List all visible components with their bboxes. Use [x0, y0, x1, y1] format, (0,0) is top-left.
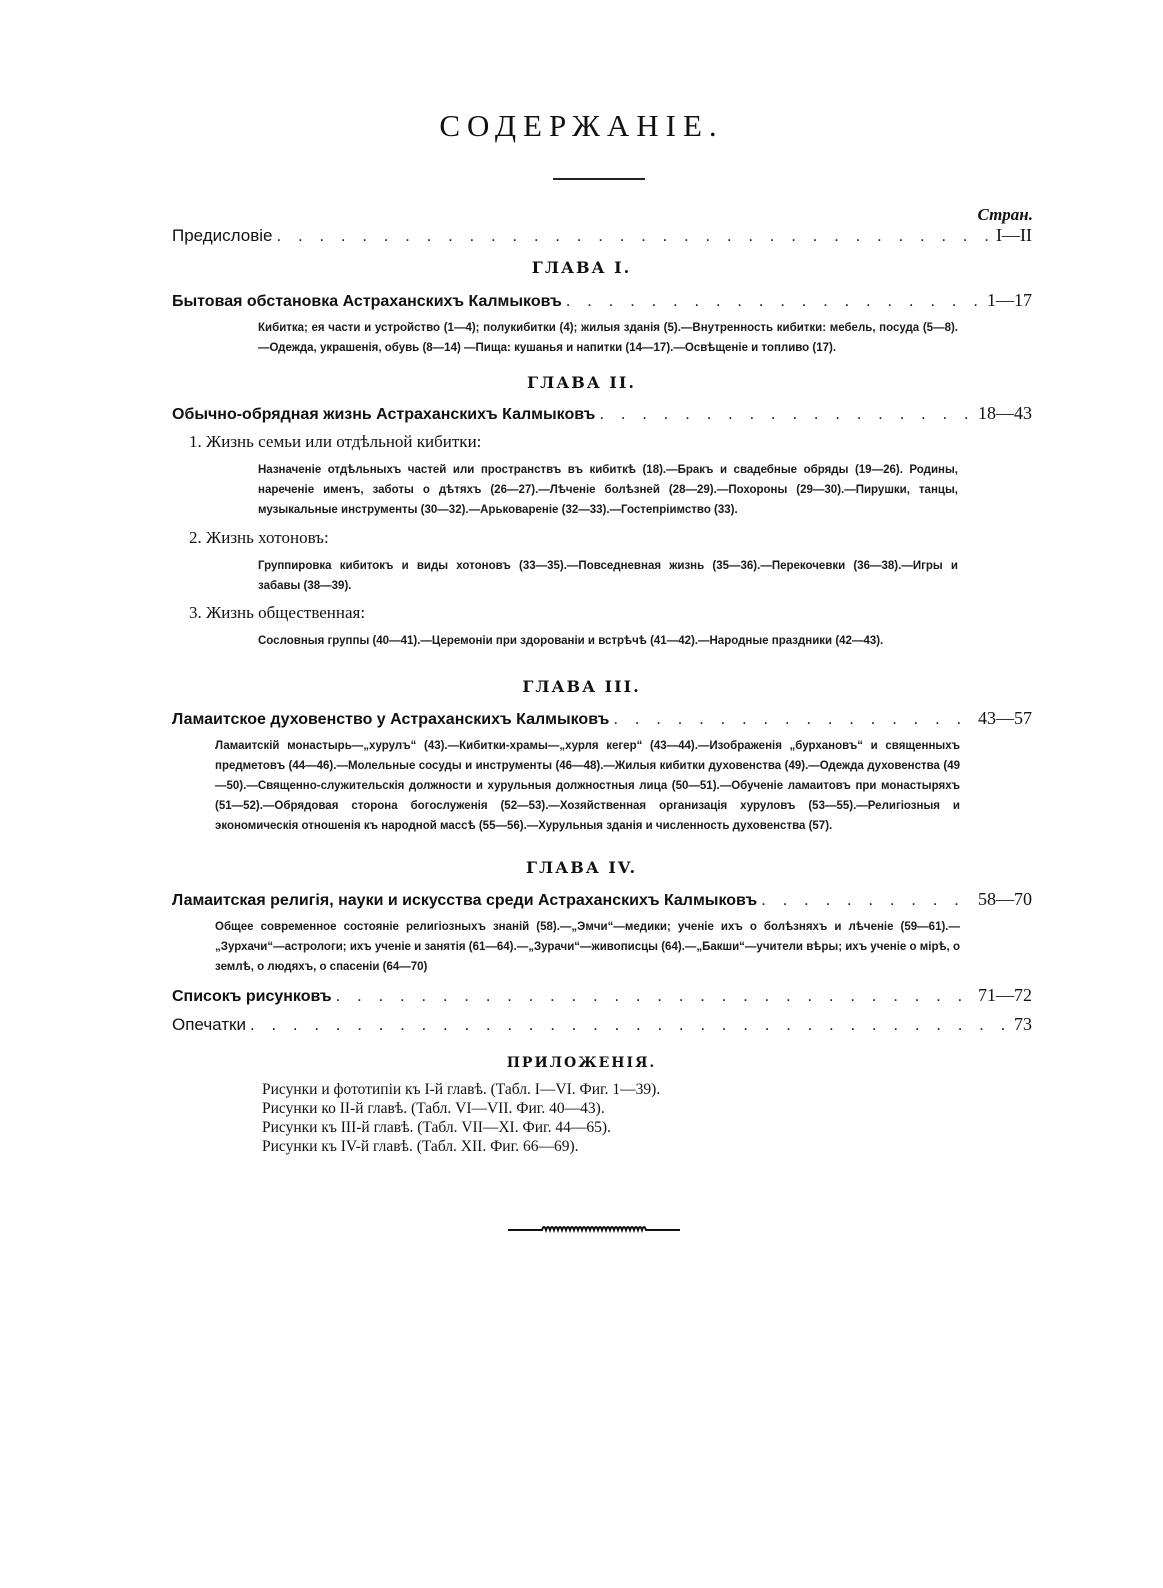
- chapter-heading: ГЛАВА II.: [527, 373, 636, 392]
- toc-entry-label: Предисловіе: [172, 226, 273, 245]
- chapter-heading: ГЛАВА I.: [531, 258, 632, 277]
- toc-entry-chapter-4: [172, 889, 1032, 910]
- dot-leader: [250, 1015, 1010, 1035]
- dot-leader: [613, 709, 974, 729]
- appendix-item: Рисунки ко II-й главѣ. (Табл. VI—VII. Фиг. 40—43).: [262, 1100, 605, 1117]
- toc-entry-label: Опечатки: [172, 1015, 246, 1034]
- dot-leader: [599, 404, 974, 424]
- chapter-summary: Ламаитскій монастырь—„хурулъ“ (43).—Кибитки-храмы—„хурля кегер“ (43—44).—Изображенія „бурхановъ“ и священныхъ предметовъ (44—46).—Молельные сосуды и инструменты (46—48).—Жилыя кибитки духовенства (49).—Одежда духовенства (49—50).—Священно-служительскія должности и хурульныя должностныя лица (50—51).—Обученіе ламаитовъ при монастыряхъ (51—52).—Обрядовая сторона богослуженія (52—53).—Хозяйственная организація хуруловъ (53—55).—Религіозныя и экономическія отношенія къ народной массѣ (55—56).—Хурульныя зданія и численность духовенства (57).: [215, 740, 960, 832]
- section-summary: Сословныя группы (40—41).—Церемоніи при здорованіи и встрѣчѣ (41—42).—Народные праздники (42—43).: [258, 635, 884, 647]
- toc-entry-pages: I—II: [996, 225, 1032, 245]
- toc-entry-pages: 18—43: [978, 403, 1032, 423]
- appendix-list: [262, 1080, 660, 1156]
- toc-entry-pages: 71—72: [978, 985, 1032, 1005]
- dot-leader: [277, 226, 993, 246]
- dot-leader: [566, 291, 983, 311]
- toc-entry-pages: 58—70: [978, 889, 1032, 909]
- toc-entry-chapter-1: [172, 290, 1032, 311]
- section-title: 2. Жизнь хотоновъ:: [189, 528, 329, 547]
- section-title: 1. Жизнь семьи или отдѣльной кибитки:: [189, 432, 482, 451]
- page-title: СОДЕРЖАНІЕ.: [439, 108, 724, 143]
- section-summary: Группировка кибитокъ и виды хотоновъ (33—35).—Повседневная жизнь (35—36).—Перекочевки (36—38).—Игры и забавы (38—39).: [258, 560, 958, 592]
- dot-leader: [336, 986, 974, 1006]
- section-summary: Назначеніе отдѣльныхъ частей или пространствъ въ кибиткѣ (18).—Бракъ и свадебные обряды (19—26). Родины, нареченіе именъ, заботы о дѣтяхъ (26—27).—Лѣченіе болѣзней (28—29).—Похороны (29—30).—Пирушки, танцы, музыкальные инструменты (30—32).—Арьковареніе (32—33).—Гостепріимство (33).: [258, 464, 958, 516]
- appendix-item: Рисунки къ III-й главѣ. (Табл. VII—XI. Фиг. 44—65).: [262, 1119, 611, 1136]
- toc-entry-illustrations: [172, 985, 1032, 1006]
- toc-entry-chapter-2: [172, 403, 1032, 424]
- appendix-heading: ПРИЛОЖЕНІЯ.: [506, 1055, 657, 1071]
- appendix-item: Рисунки къ IV-й главѣ. (Табл. XII. Фиг. 66—69).: [262, 1138, 579, 1155]
- chapter-summary: Кибитка; ея части и устройство (1—4); полукибитки (4); жилыя зданія (5).—Внутренность кибитки: мебель, посуда (5—8).—Одежда, украшенія, обувь (8—14) —Пища: кушанья и напитки (14—17).—Освѣщеніе и топливо (17).: [258, 322, 958, 354]
- toc-entry-label: Ламаитское духовенство у Астраханскихъ Калмыковъ: [172, 711, 610, 728]
- toc-entry-label: Бытовая обстановка Астраханскихъ Калмыковъ: [172, 293, 562, 310]
- toc-entry-errata: [172, 1014, 1032, 1035]
- appendix-item: Рисунки и фототипіи къ I-й главѣ. (Табл. I—VI. Фиг. 1—39).: [262, 1081, 661, 1098]
- toc-entry-label: Ламаитская религія, науки и искусства среди Астраханскихъ Калмыковъ: [172, 892, 758, 909]
- chapter-heading: ГЛАВА IV.: [525, 858, 638, 877]
- chapter-heading: ГЛАВА III.: [522, 677, 641, 696]
- end-ornament: [508, 1222, 680, 1236]
- toc-entry-preface: [172, 225, 1032, 246]
- toc-entry-pages: 43—57: [978, 708, 1032, 728]
- toc-entry-label: Списокъ рисунковъ: [172, 988, 332, 1005]
- dot-leader: [761, 890, 974, 910]
- chapter-summary: Общее современное состояніе религіозныхъ знаній (58).—„Эмчи“—медики; ученіе ихъ о болѣзняхъ и лѣченіе (59—61).—„Зурхачи“—астрологи; ихъ ученіе и занятія (61—64).—„Зурачи“—живописцы (64).—„Бакши“—учители вѣры; ихъ ученіе о мірѣ, о землѣ, о людяхъ, о спасеніи (64—70): [215, 921, 960, 973]
- toc-entry-pages: 1—17: [987, 290, 1032, 310]
- section-title: 3. Жизнь общественная:: [189, 603, 366, 622]
- title-rule: [553, 178, 645, 180]
- page-column-label: Стран.: [977, 205, 1033, 224]
- toc-entry-chapter-3: [172, 708, 1032, 729]
- toc-entry-pages: 73: [1014, 1014, 1032, 1034]
- toc-entry-label: Обычно-обрядная жизнь Астраханскихъ Калмыковъ: [172, 406, 596, 423]
